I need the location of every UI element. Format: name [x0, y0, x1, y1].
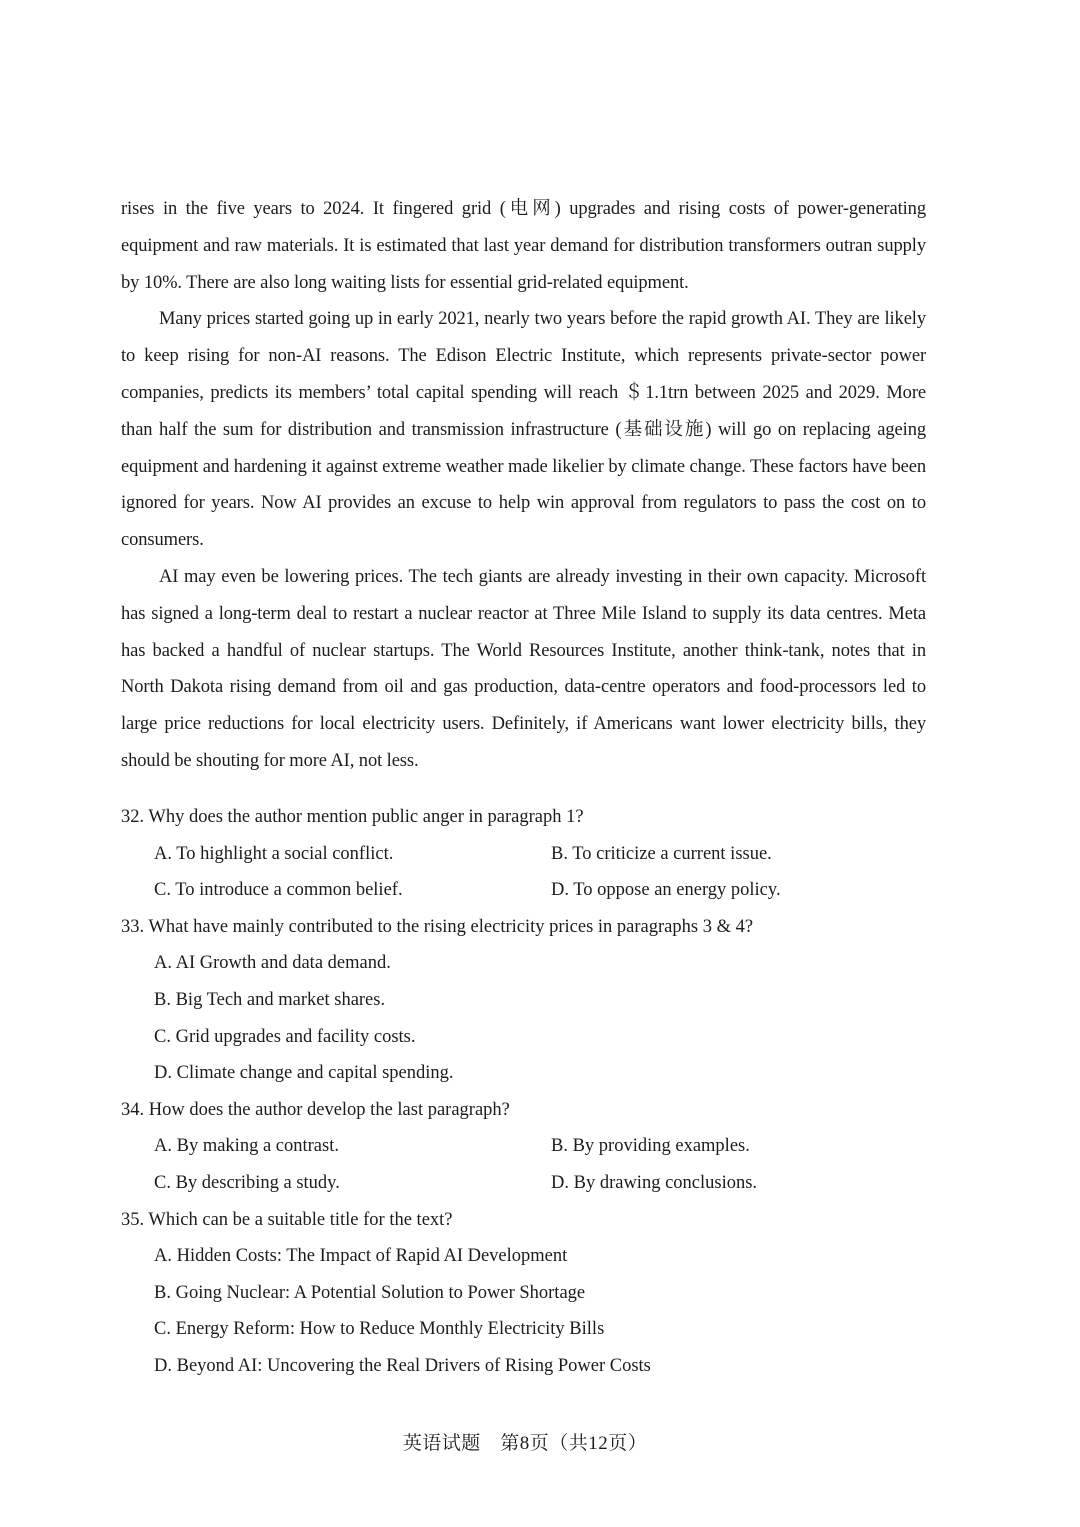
passage-paragraph-1: rises in the five years to 2024. It fingered grid (电网) upgrades and rising costs of power-generating equipment and raw materials. It is estimated that last year demand for distribution transformers outran supply by 10%. There are also long waiting lists for essential grid-related equipment. [121, 199, 926, 293]
question-list [121, 799, 926, 1385]
question-options [154, 945, 926, 1091]
question-options [154, 1238, 926, 1384]
option-a: A. To highlight a social conflict. [154, 843, 394, 864]
option-b: B. Big Tech and market shares. [154, 989, 386, 1010]
passage-paragraph-3: AI may even be lowering prices. The tech giants are already investing in their own capacity. Microsoft has signed a long-term deal to restart a nuclear reactor at Three Mile Island to supply its data centres. Meta has backed a handful of nuclear startups. The World Resources Institute, another think-tank, notes that in North Dakota rising demand from oil and gas production, data-centre operators and food-processors led to large price reductions for local electricity users. Definitely, if Americans want lower electricity bills, they should be shouting for more AI, not less. [121, 566, 926, 771]
question-stem: 35. Which can be a suitable title for the text? [121, 1209, 453, 1230]
option-a: A. By making a contrast. [154, 1136, 339, 1157]
option-b: B. To criticize a current issue. [551, 843, 772, 864]
question-stem: 34. How does the author develop the last paragraph? [121, 1099, 510, 1120]
question-stem: 32. Why does the author mention public anger in paragraph 1? [121, 807, 584, 827]
option-a: A. Hidden Costs: The Impact of Rapid AI Development [154, 1246, 568, 1267]
question-options [154, 1128, 926, 1201]
option-c: C. To introduce a common belief. [154, 880, 403, 901]
option-a: A. AI Growth and data demand. [154, 953, 391, 974]
question-stem: 33. What have mainly contributed to the rising electricity prices in paragraphs 3 & 4? [121, 916, 754, 937]
question-32 [121, 799, 926, 909]
passage-paragraph-2: Many prices started going up in early 2021, nearly two years before the rapid growth AI. They are likely to keep rising for non-AI reasons. The Edison Electric Institute, which represents private-sector power companies, predicts its members’ total capital spending will reach ＄1.1trn between 2025 and 2029. More than half the sum for distribution and transmission infrastructure (基础设施) will go on replacing ageing equipment and hardening it against extreme weather made likelier by climate change. These factors have been ignored for years. Now AI provides an excuse to help win approval from regulators to pass the cost on to consumers. [121, 309, 926, 551]
option-b: B. Going Nuclear: A Potential Solution to Power Shortage [154, 1282, 586, 1303]
page-footer: 英语试题 第8页（共12页） [402, 1433, 648, 1454]
option-d: D. To oppose an energy policy. [551, 880, 781, 901]
option-d: D. Climate change and capital spending. [154, 1063, 454, 1084]
question-33 [121, 909, 926, 1092]
option-b: B. By providing examples. [551, 1136, 750, 1157]
question-34 [121, 1092, 926, 1202]
option-c: C. Energy Reform: How to Reduce Monthly Electricity Bills [154, 1319, 605, 1340]
reading-passage [121, 191, 926, 780]
option-c: C. Grid upgrades and facility costs. [154, 1026, 416, 1047]
option-d: D. By drawing conclusions. [551, 1172, 758, 1193]
question-35 [121, 1202, 926, 1385]
option-c: C. By describing a study. [154, 1172, 340, 1193]
option-d: D. Beyond AI: Uncovering the Real Drivers of Rising Power Costs [154, 1355, 651, 1376]
question-options [154, 836, 926, 909]
